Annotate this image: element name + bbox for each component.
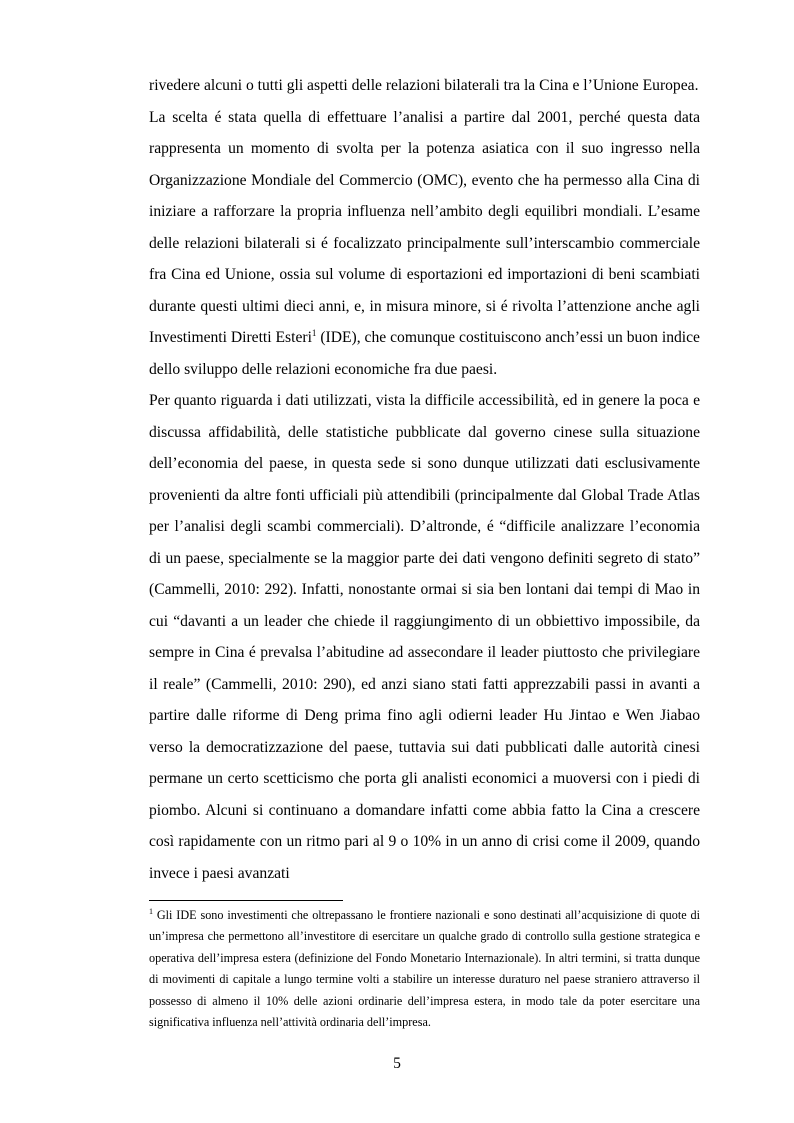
footnote xyxy=(149,905,700,1033)
footnote-text: Gli IDE sono investimenti che oltrepassano le frontiere nazionali e sono destinati all’acquisizione di quote di un’impresa che permettono all’investitore di esercitare un qualche grado di controllo sulla gestione strategica e operativa dell’impresa estera (definizione del Fondo Monetario Internazionale). In altri termini, si tratta dunque di movimenti di capitale a lungo termine volti a stabilire un interesse duraturo nel paese straniero attraverso il possesso di almeno il 10% delle azioni ordinarie dell’impresa estera, in modo tale da poter esercitare una significativa influenza nell’attività ordinaria dell’impresa. xyxy=(149,908,700,1030)
paragraph-analysis xyxy=(149,102,700,386)
paragraph-data xyxy=(149,385,700,889)
footnote-number: 1 xyxy=(149,907,153,916)
paragraph-text: rivedere alcuni o tutti gli aspetti delle relazioni bilaterali tra la Cina e l’Unione Europea. xyxy=(149,77,699,94)
page-number: 5 xyxy=(393,1055,401,1072)
paragraph-text-continued: (IDE), che comunque costituiscono anch’essi un buon indice dello sviluppo delle relazioni economiche fra due paesi. xyxy=(149,329,700,378)
paragraph-text: Per quanto riguarda i dati utilizzati, vista la difficile accessibilità, ed in genere la poca e discussa affidabilità, delle statistiche pubblicate dal governo cinese sulla situazione dell’economia del paese, in questa sede si sono dunque utilizzati dati esclusivamente provenienti da altre fonti ufficiali più attendibili (principalmente dal Global Trade Atlas per l’analisi degli scambi commerciali). D’altronde, é “difficile analizzare l’economia di un paese, specialmente se la maggior parte dei dati vengono definiti segreto di stato” (Cammelli, 2010: 292). Infatti, nonostante ormai si sia ben lontani dai tempi di Mao in cui “davanti a un leader che chiede il raggiungimento di un obbiettivo impossibile, da sempre in Cina é prevalsa l’abitudine ad assecondare il leader piuttosto che privilegiare il reale” (Cammelli, 2010: 290), ed anzi siano stati fatti apprezzabili passi in avanti a partire dalle riforme di Deng prima fino agli odierni leader Hu Jintao e Wen Jiabao verso la democratizzazione del paese, tuttavia sui dati pubblicati dalle autorità cinesi permane un certo scetticismo che porta gli analisti economici a muoversi con i piedi di piombo. Alcuni si continuano a domandare infatti come abbia fatto la Cina a crescere così rapidamente con un ritmo pari al 9 o 10% in un anno di crisi come il 2009, quando invece i paesi avanzati xyxy=(149,392,700,882)
paragraph-text: La scelta é stata quella di effettuare l’analisi a partire dal 2001, perché questa data rappresenta un momento di svolta per la potenza asiatica con il suo ingresso nella Organizzazione Mondiale del Commercio (OMC), evento che ha permesso alla Cina di iniziare a rafforzare la propria influenza nell’ambito degli equilibri mondiali. L’esame delle relazioni bilaterali si é focalizzato principalmente sull’interscambio commerciale fra Cina ed Unione, ossia sul volume di esportazioni ed importazioni di beni scambiati durante questi ultimi dieci anni, e, in misura minore, si é rivolta l’attenzione anche agli Investimenti Diretti Esteri xyxy=(149,108,700,346)
footnote-separator xyxy=(149,900,343,901)
body-text xyxy=(149,70,700,889)
page-body xyxy=(149,70,700,889)
paragraph-intro xyxy=(149,70,700,102)
footnote-marker[interactable]: 1 xyxy=(311,328,317,338)
